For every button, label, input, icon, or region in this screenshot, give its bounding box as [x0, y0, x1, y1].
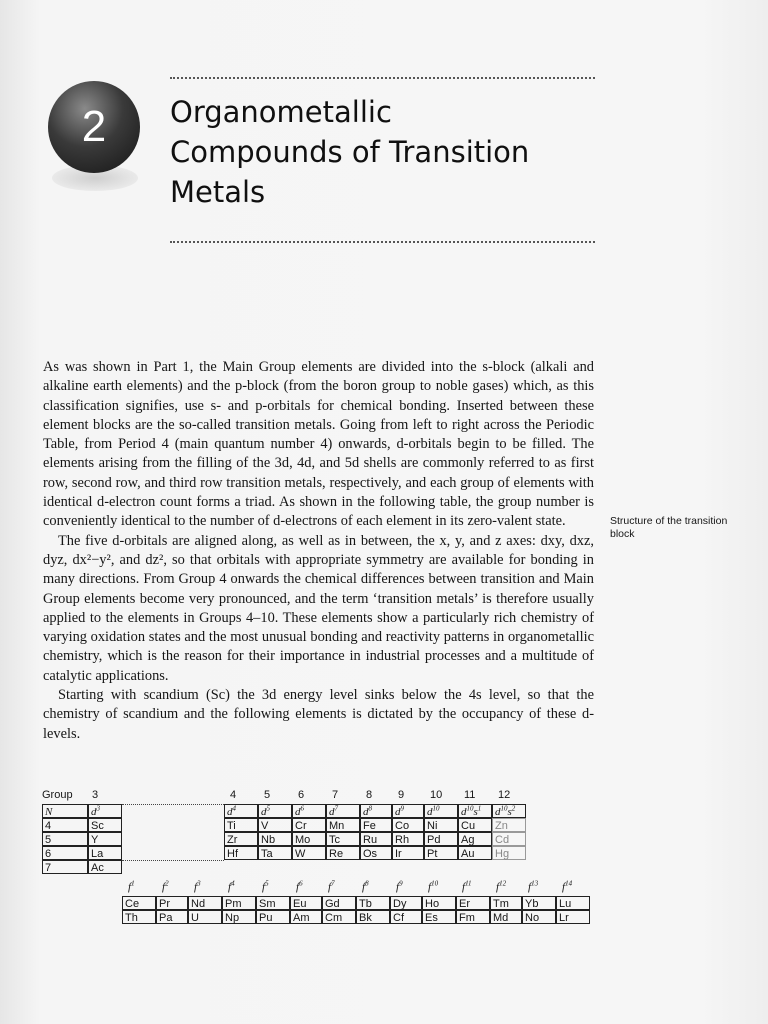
element-cell: Ac — [88, 860, 122, 874]
paragraph: Starting with scandium (Sc) the 3d energy level sinks below the 4s level, so that the chemistry of scandium and the following elements is dictated by the occupancy of these d-levels. — [43, 687, 594, 742]
element-cell: Cu — [458, 818, 492, 832]
lanthanide-cell: Pm — [222, 896, 256, 910]
period-label-cell: 7 — [42, 860, 88, 874]
lanthanide-cell: Lu — [556, 896, 590, 910]
actinide-cell: Md — [490, 910, 522, 924]
f-count-label: $f^{10}$ — [428, 879, 439, 893]
actinide-cell: Lr — [556, 910, 590, 924]
f-count-label: $f^{14}$ — [562, 879, 573, 893]
element-cell: Ti — [224, 818, 258, 832]
element-cell: Tc — [326, 832, 360, 846]
f-count-label: $f^9$ — [396, 879, 403, 893]
f-count-label: $f^6$ — [296, 879, 303, 893]
group-number: 8 — [366, 789, 373, 801]
lanthanide-cell: Dy — [390, 896, 422, 910]
dotted-guide — [122, 860, 224, 861]
bottom-dotted-rule — [170, 241, 595, 243]
f-count-label: $f^1$ — [128, 879, 135, 893]
group-number: 4 — [230, 789, 237, 801]
chapter-title — [170, 92, 610, 212]
d-count-cell: $d^4$ — [224, 804, 258, 818]
group-number: 6 — [298, 789, 305, 801]
f-count-label: $f^{13}$ — [528, 879, 539, 893]
d-count-cell: $d^{10}s^2$ — [492, 804, 526, 818]
group-number: 7 — [332, 789, 339, 801]
element-cell: Hf — [224, 846, 258, 860]
body-text — [43, 358, 594, 744]
lanthanide-cell: Eu — [290, 896, 322, 910]
f-count-label: $f^3$ — [194, 879, 201, 893]
element-cell: Mo — [292, 832, 326, 846]
actinide-cell: Fm — [456, 910, 490, 924]
group-header-label: Group — [42, 789, 73, 801]
dotted-guide — [122, 804, 224, 805]
actinide-cell: Pu — [256, 910, 290, 924]
d-count-cell: $d^5$ — [258, 804, 292, 818]
element-cell: Cr — [292, 818, 326, 832]
chapter-number-badge: 2 — [48, 81, 140, 173]
margin-note: Structure of the transition block — [610, 515, 728, 540]
f-count-label: $f^{11}$ — [462, 879, 472, 893]
element-cell: Ta — [258, 846, 292, 860]
d-count-cell: $d^6$ — [292, 804, 326, 818]
lanthanide-cell: Nd — [188, 896, 222, 910]
lanthanide-cell: Yb — [522, 896, 556, 910]
element-cell: V — [258, 818, 292, 832]
element-cell: Rh — [392, 832, 424, 846]
element-cell: Sc — [88, 818, 122, 832]
d-count-cell: $d^{10}$ — [424, 804, 458, 818]
lanthanide-cell: Ho — [422, 896, 456, 910]
group-number: 9 — [398, 789, 405, 801]
f-count-label: $f^7$ — [328, 879, 335, 893]
element-cell: W — [292, 846, 326, 860]
element-cell: Mn — [326, 818, 360, 832]
element-cell: Hg — [492, 846, 526, 860]
lanthanide-cell: Sm — [256, 896, 290, 910]
element-cell: Pd — [424, 832, 458, 846]
element-cell: Pt — [424, 846, 458, 860]
element-cell: Cd — [492, 832, 526, 846]
element-cell: $d^3$ — [88, 804, 122, 818]
actinide-cell: Pa — [156, 910, 188, 924]
group-number: 3 — [92, 789, 99, 801]
chapter-title-line: Organometallic — [170, 95, 392, 129]
element-cell: Ni — [424, 818, 458, 832]
group-number: 10 — [430, 789, 443, 801]
actinide-cell: Am — [290, 910, 322, 924]
element-cell: Nb — [258, 832, 292, 846]
element-cell: Fe — [360, 818, 392, 832]
element-cell: Ru — [360, 832, 392, 846]
f-count-label: $f^8$ — [362, 879, 369, 893]
actinide-cell: Bk — [356, 910, 390, 924]
element-cell: Au — [458, 846, 492, 860]
chapter-title-line: Compounds of Transition — [170, 135, 530, 169]
lanthanide-cell: Er — [456, 896, 490, 910]
element-cell: Re — [326, 846, 360, 860]
lanthanide-cell: Tm — [490, 896, 522, 910]
actinide-cell: Es — [422, 910, 456, 924]
actinide-cell: Np — [222, 910, 256, 924]
element-cell: Co — [392, 818, 424, 832]
paragraph: As was shown in Part 1, the Main Group elements are divided into the s-block (alkali and alkaline earth elements) and the p-block (from the boron group to noble gases) which, as this classification signifies, use s- and p-orbitals for chemical bonding. Inserted between these element blocks are the so-called transition metals. Going from left to right across the Periodic Table, from Period 4 (main quantum number 4) onwards, d-orbitals begin to be filled. The elements arising from the filling of the 3d, 4d, and 5d shells are commonly referred to as first row, second row, and third row transition metals, respectively, and each group of elements with identical d-electron count forms a triad. As shown in the following table, the group number is conveniently identical to the number of d-electrons of each element in its zero-valent state. — [43, 359, 594, 530]
element-cell: Ag — [458, 832, 492, 846]
d-count-cell: $d^7$ — [326, 804, 360, 818]
lanthanide-cell: Gd — [322, 896, 356, 910]
actinide-cell: Cm — [322, 910, 356, 924]
element-cell: Os — [360, 846, 392, 860]
group-number: 12 — [498, 789, 511, 801]
group-number: 11 — [464, 789, 476, 801]
lanthanide-cell: Ce — [122, 896, 156, 910]
d-count-cell: $d^8$ — [360, 804, 392, 818]
lanthanide-cell: Tb — [356, 896, 390, 910]
f-count-label: $f^5$ — [262, 879, 269, 893]
period-label-cell: 5 — [42, 832, 88, 846]
period-label-cell: 4 — [42, 818, 88, 832]
d-count-cell: $d^{10}s^1$ — [458, 804, 492, 818]
chapter-title-line: Metals — [170, 175, 266, 209]
actinide-cell: No — [522, 910, 556, 924]
group-number: 5 — [264, 789, 271, 801]
element-cell: Zr — [224, 832, 258, 846]
period-label-cell: N — [42, 804, 88, 818]
lanthanide-cell: Pr — [156, 896, 188, 910]
f-count-label: $f^4$ — [228, 879, 235, 893]
element-cell: La — [88, 846, 122, 860]
d-count-cell: $d^9$ — [392, 804, 424, 818]
f-count-label: $f^2$ — [162, 879, 169, 893]
actinide-cell: U — [188, 910, 222, 924]
element-cell: Y — [88, 832, 122, 846]
period-label-cell: 6 — [42, 846, 88, 860]
top-dotted-rule — [170, 77, 595, 79]
paragraph: The five d-orbitals are aligned along, as well as in between, the x, y, and z axes: dxy, dxz, dyz, dx²−y², and dz², so that orbitals with appropriate symmetry are available for bonding in many directions. From Group 4 onwards the chemical differences between transition and Main Group elements become very pronounced, and the term ‘transition metals’ is therefore usually applied to the elements in Groups 4–10. These elements show a particularly rich chemistry of varying oxidation states and the most unusual bonding and reactivity patterns in organometallic chemistry, which is the reason for their importance in industrial processes and a multitude of catalytic applications. — [43, 532, 594, 684]
actinide-cell: Cf — [390, 910, 422, 924]
actinide-cell: Th — [122, 910, 156, 924]
element-cell: Zn — [492, 818, 526, 832]
f-count-label: $f^{12}$ — [496, 879, 507, 893]
element-cell: Ir — [392, 846, 424, 860]
